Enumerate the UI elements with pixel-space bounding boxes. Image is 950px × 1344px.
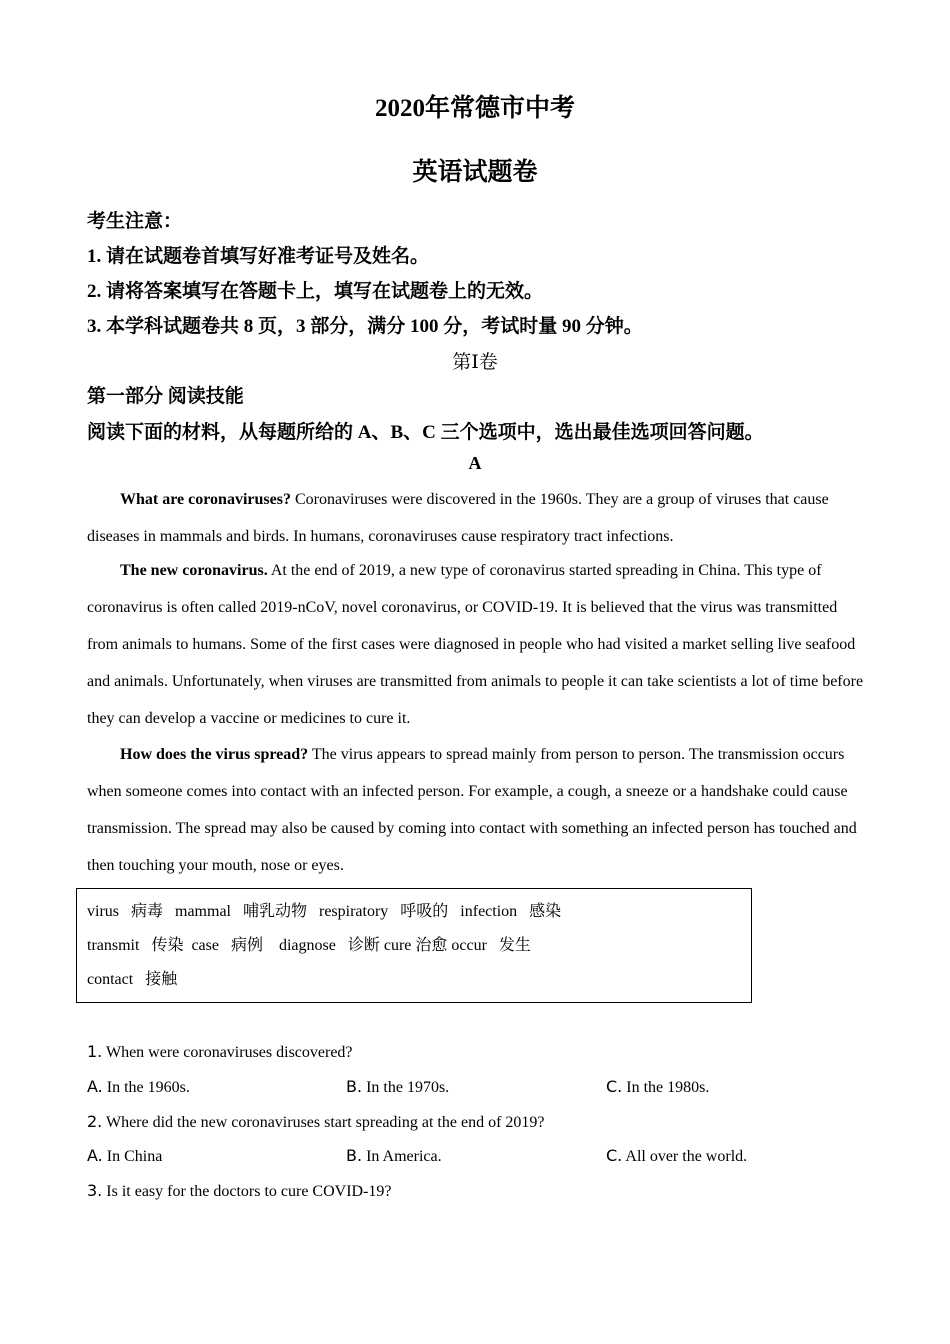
question-2-option-c	[606, 1146, 747, 1166]
vocabulary-line-2: transmit 传染 case 病例 diagnose 诊断 cure 治愈 occur 发生	[87, 937, 531, 954]
option-letter: B.	[346, 1146, 363, 1165]
paragraph-lead: What are coronaviruses?	[120, 491, 291, 508]
paragraph-text: The virus appears to spread mainly from person to person. The transmission occurs when someone comes into contact with an infected person. For example, a cough, a sneeze or a handshake could cause transmission. The spread may also be caused by coming into contact with something an infected person has touched and then touching your mouth, nose or eyes.	[87, 746, 857, 874]
paragraph-lead: How does the virus spread?	[120, 746, 309, 763]
option-letter: A.	[87, 1077, 103, 1096]
option-text: In America.	[362, 1148, 442, 1165]
option-letter: A.	[87, 1146, 103, 1165]
question-1-option-a	[87, 1077, 190, 1097]
vocabulary-box	[76, 888, 752, 1003]
question-number: 1.	[87, 1042, 103, 1061]
passage-paragraph-1	[87, 481, 867, 555]
option-letter: C.	[606, 1077, 623, 1096]
notice-item-1: 1. 请在试题卷首填写好准考证号及姓名。	[87, 246, 430, 267]
exam-subtitle: 英语试题卷	[412, 159, 538, 186]
question-number: 3.	[87, 1181, 103, 1200]
paragraph-lead: The new coronavirus.	[120, 562, 268, 579]
option-text: In the 1970s.	[362, 1079, 450, 1096]
question-2-option-a	[87, 1146, 162, 1166]
question-1-option-c	[606, 1077, 709, 1097]
question-2	[87, 1112, 545, 1132]
question-text: Is it easy for the doctors to cure COVID-19?	[102, 1183, 392, 1200]
passage-paragraph-2	[87, 552, 867, 737]
instruction: 阅读下面的材料，从每题所给的 A、B、C 三个选项中，选出最佳选项回答问题。	[87, 422, 764, 443]
question-3	[87, 1181, 392, 1201]
notice-item-2: 2. 请将答案填写在答题卡上，填写在试题卷上的无效。	[87, 281, 544, 302]
question-1-option-b	[346, 1077, 449, 1097]
part-label: 第一部分 阅读技能	[87, 386, 244, 407]
paragraph-text: At the end of 2019, a new type of coronavirus started spreading in China. This type of coronavirus is often called 2019-nCoV, novel coronavirus, or COVID-19. It is believed that the virus was transmitted from animals to humans. Some of the first cases were diagnosed in people who had visited a market selling live seafood and animals. Unfortunately, when viruses are transmitted from animals to people it can take scientists a lot of time before they can develop a vaccine or medicines to cure it.	[87, 562, 864, 727]
option-text: In the 1980s.	[622, 1079, 710, 1096]
notice-item-3: 3. 本学科试题卷共 8 页，3 部分，满分 100 分，考试时量 90 分钟。	[87, 316, 643, 337]
question-number: 2.	[87, 1112, 103, 1131]
volume-label: 第Ⅰ卷	[452, 352, 498, 373]
question-text: Where did the new coronaviruses start spreading at the end of 2019?	[102, 1114, 545, 1131]
option-text: In China	[102, 1148, 163, 1165]
notice-heading: 考生注意：	[87, 211, 183, 232]
question-text: When were coronaviruses discovered?	[102, 1044, 353, 1061]
exam-title: 2020年常德市中考	[374, 95, 575, 122]
option-letter: C.	[606, 1146, 623, 1165]
vocabulary-line-1: virus 病毒 mammal 哺乳动物 respiratory 呼吸的 infection 感染	[87, 903, 562, 920]
option-letter: B.	[346, 1077, 363, 1096]
passage-paragraph-3	[87, 736, 867, 884]
vocabulary-line-3: contact 接触	[87, 971, 178, 988]
question-1	[87, 1042, 353, 1062]
option-text: All over the world.	[622, 1148, 748, 1165]
question-2-option-b	[346, 1146, 442, 1166]
option-text: In the 1960s.	[102, 1079, 190, 1096]
section-label: A	[468, 453, 482, 473]
paragraph-text: Coronaviruses were discovered in the 1960s. They are a group of viruses that cause diseases in mammals and birds. In humans, coronaviruses cause respiratory tract infections.	[87, 491, 829, 545]
